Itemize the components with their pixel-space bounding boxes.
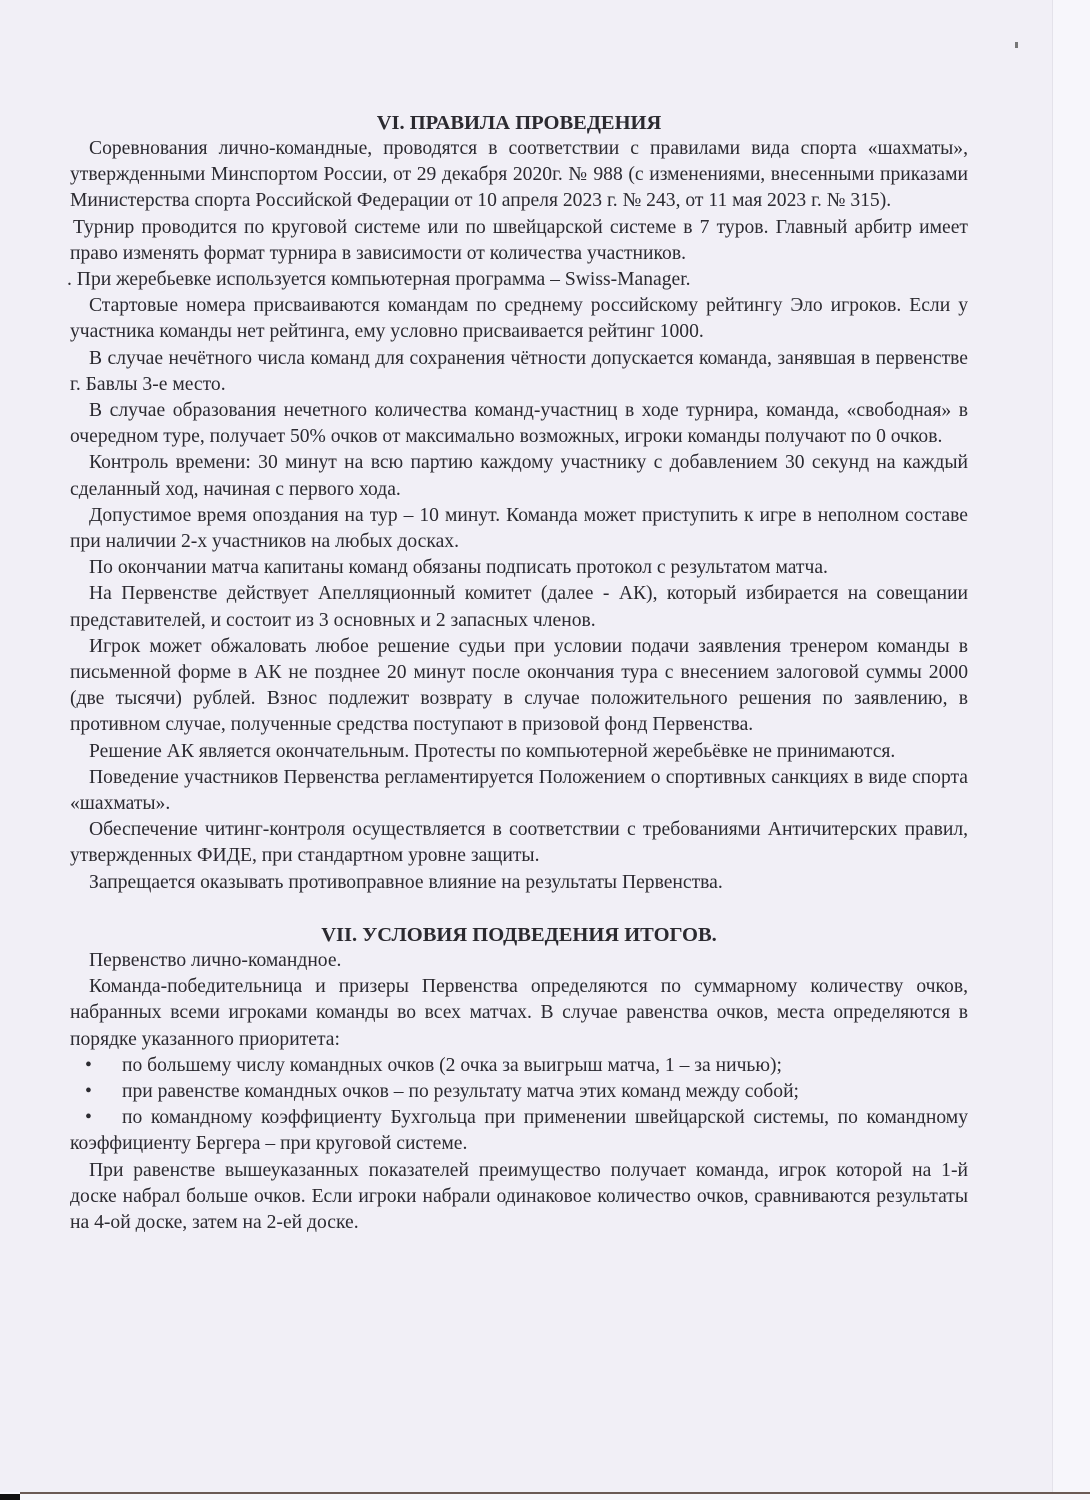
paragraph: В случае нечётного числа команд для сохранения чётности допускается команда, занявшая в первенстве г. Бавлы 3-е место. [70,347,968,395]
paragraph: Соревнования лично-командные, проводятся в соответствии с правилами вида спорта «шахматы», утвержденными Минспортом России, от 29 декабря 2020г. № 988 (с изменениями, внесенными приказами Министерства спорта Российской Федерации от 10 апреля 2023 г. № 243, от 11 мая 2023 г. № 315). [70,138,968,212]
paragraph: . При жеребьевке используется компьютерная программа – Swiss-Manager. [67,269,691,291]
scan-speck [1015,42,1018,48]
page-edge-line [20,1492,1090,1494]
scan-corner [0,1494,20,1500]
list-item-text: по командному коэффициенту Бухгольца при применении швейцарской системы, по командному коэффициенту Бергера – при круговой системе. [70,1107,968,1155]
paragraph: Допустимое время опоздания на тур – 10 минут. Команда может приступить к игре в неполном составе при наличии 2-х участников на любых досках. [70,504,968,553]
paragraph: Поведение участников Первенства регламентируется Положением о спортивных санкциях в виде спорта «шахматы». [70,766,968,815]
paragraph: На Первенстве действует Апелляционный комитет (далее - АК), который избирается на совещании представителей, и состоит из 3 основных и 2 запасных членов. [70,583,968,631]
document-body [67,110,968,1236]
bullet-icon: • [85,1080,92,1102]
paragraph: Решение АК является окончательным. Протесты по компьютерной жеребьёвке не принимаются. [89,740,896,762]
paragraph: Контроль времени: 30 минут на всю партию каждому участнику с добавлением 30 секунд на каждый сделанный ход, начиная с первого хода. [70,452,968,500]
paragraph: Стартовые номера присваиваются командам по среднему российскому рейтингу Эло игроков. Если у участника команды нет рейтинга, ему условно присваивается рейтинг 1000. [70,295,968,343]
section-6-title: VI. ПРАВИЛА ПРОВЕДЕНИЯ [376,112,662,134]
bullet-icon: • [85,1107,92,1129]
paragraph: В случае образования нечетного количества команд-участниц в ходе турнира, команда, «свободная» в очередном туре, получает 50% очков от максимально возможных, игроки команды получают по 0 очков. [70,400,968,448]
paragraph: Запрещается оказывать противоправное влияние на результаты Первенства. [89,871,723,893]
paragraph: Команда-победительница и призеры Первенства определяются по суммарному количеству очков, набранных всеми игроками команды во всех матчах. В случае равенства очков, места определяются в порядке указанного приоритета: [70,976,968,1050]
list-item-text: по большему числу командных очков (2 очка за выигрыш матча, 1 – за ничью); [122,1054,782,1076]
list-item-text: при равенстве командных очков – по результату матча этих команд между собой; [122,1080,799,1102]
section-spacer [70,896,968,922]
list-item [70,1053,968,1079]
bullet-icon: • [85,1054,92,1076]
paragraph: Обеспечение читинг-контроля осуществляется в соответствии с требованиями Античитерских правил, утвержденных ФИДЕ, при стандартном уровне защиты. [70,819,968,867]
section-7-title: VII. УСЛОВИЯ ПОДВЕДЕНИЯ ИТОГОВ. [321,923,717,946]
paragraph: Игрок может обжаловать любое решение судьи при условии подачи заявления тренером команды в письменной форме в АК не позднее 20 минут после окончания тура с внесением залоговой суммы 2000 (две тысячи) рублей. Взнос подлежит возврату в случае положительного решения по заявлению, в противном случае, полученные средства поступают в призовой фонд Первенства. [70,635,968,736]
paragraph: Первенство лично-командное. [89,949,342,971]
paragraph: При равенстве вышеуказанных показателей преимущество получает команда, игрок которой на 1-й доске набрал больше очков. Если игроки набрали одинаковое количество очков, сравниваются результаты на 4-ой доске, затем на 2-ей доске. [70,1159,968,1233]
paragraph: Турнир проводится по круговой системе или по швейцарской системе в 7 туров. Главный арбитр имеет право изменять формат турнира в зависимости от количества участников. [70,216,968,264]
list-item [70,1105,968,1157]
paragraph: По окончании матча капитаны команд обязаны подписать протокол с результатом матча. [89,557,828,579]
list-item [70,1079,968,1105]
priority-list [70,1053,968,1158]
